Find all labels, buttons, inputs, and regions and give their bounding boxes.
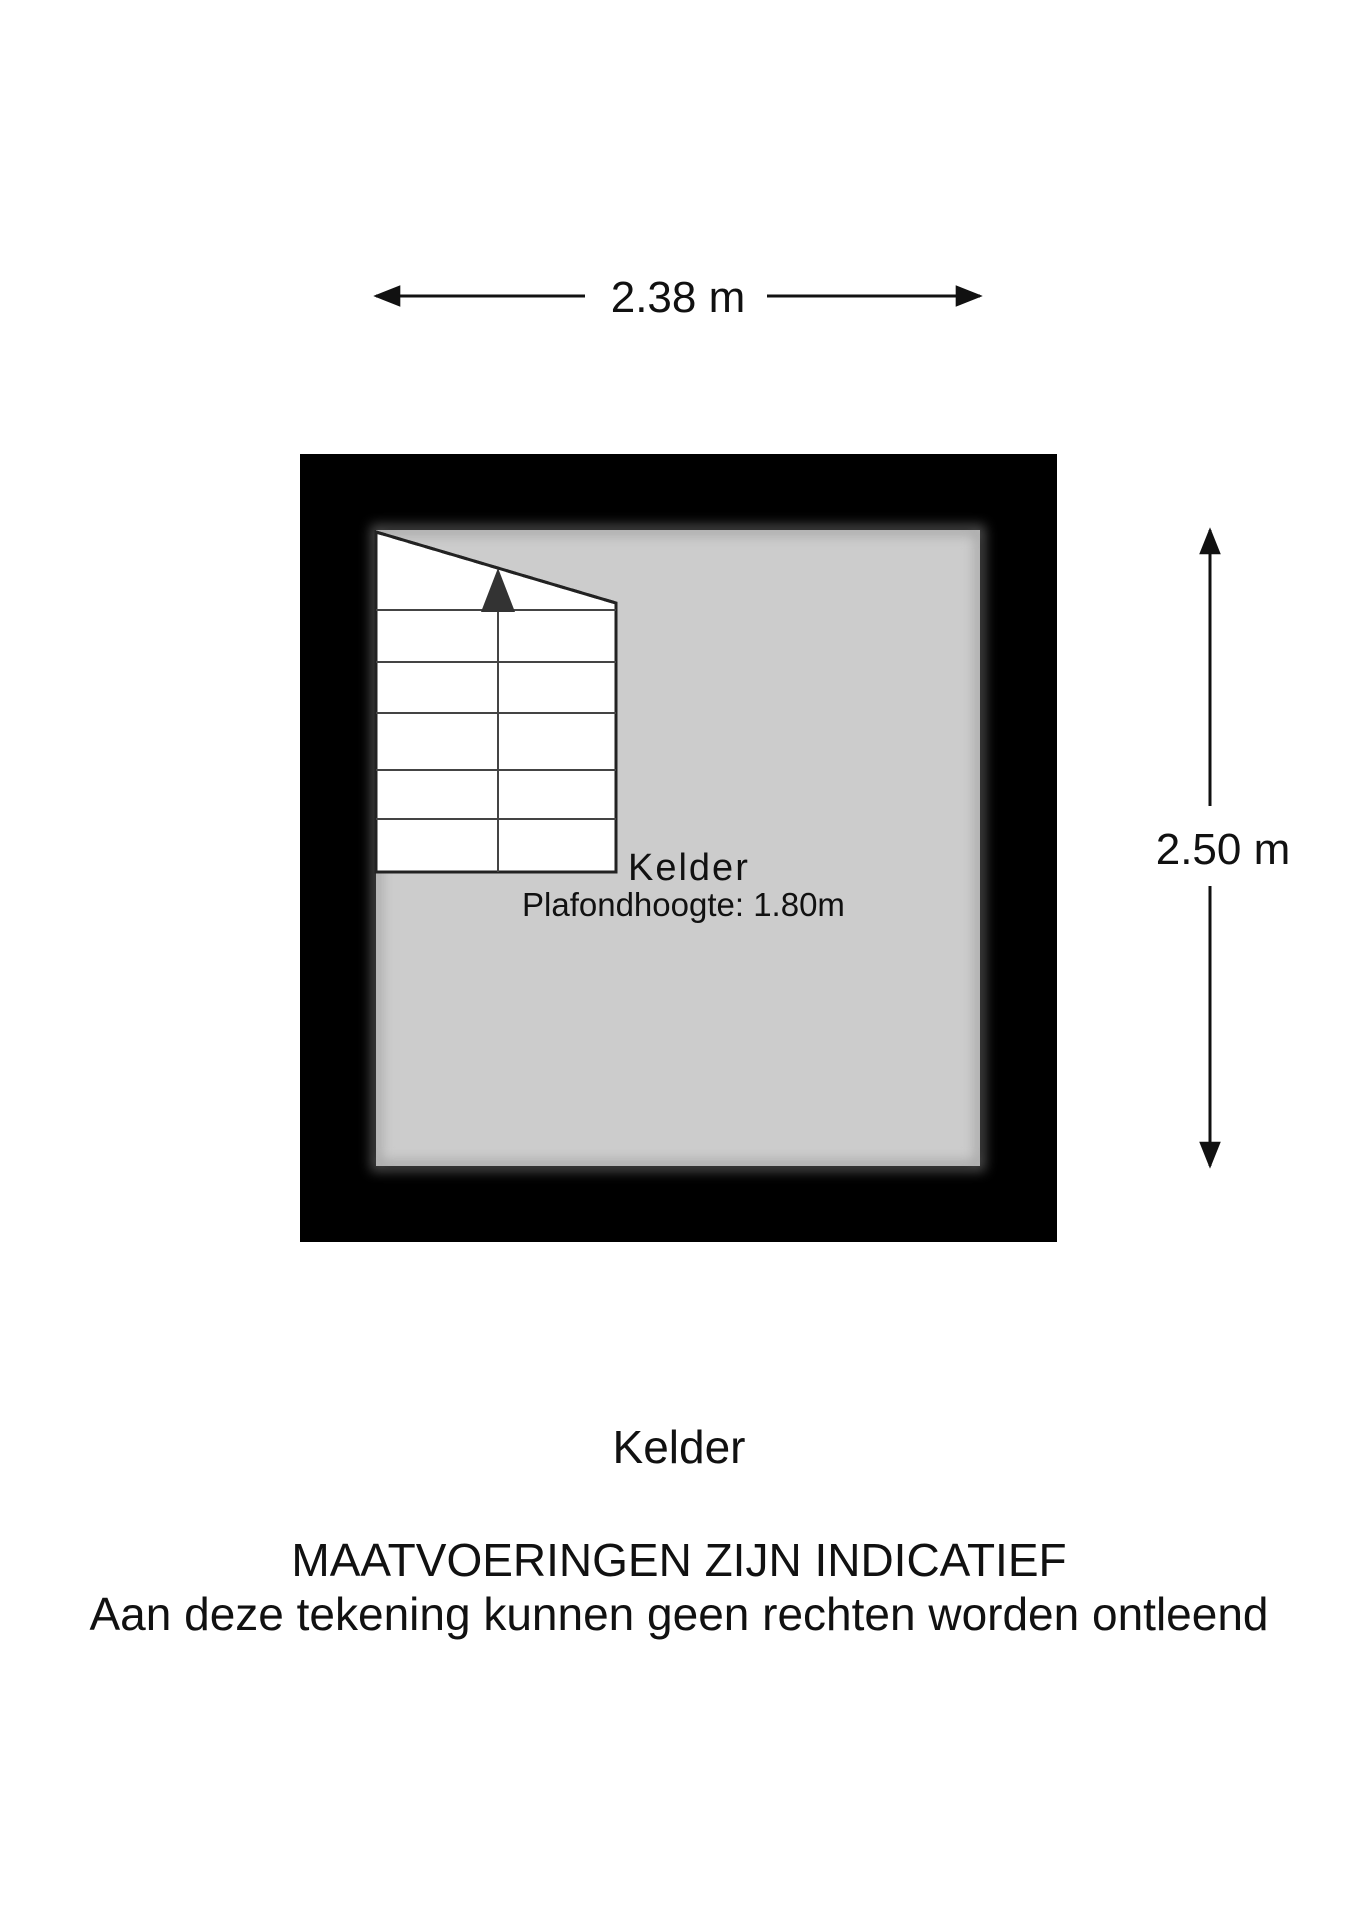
height-dimension-label: 2.50 m — [1155, 825, 1291, 874]
disclaimer-line-2: Aan deze tekening kunnen geen rechten worden ontleend — [89, 1588, 1269, 1640]
room-name: Kelder — [628, 847, 750, 889]
width-dimension-label: 2.38 m — [610, 273, 746, 322]
width-dimension — [376, 273, 980, 322]
disclaimer — [0, 1533, 1358, 1641]
floor-title: Kelder — [612, 1421, 746, 1473]
height-dimension — [1156, 530, 1291, 1166]
disclaimer-line-1: MAATVOERINGEN ZIJN INDICATIEF — [291, 1534, 1067, 1586]
ceiling-height: Plafondhoogte: 1.80m — [522, 886, 845, 923]
